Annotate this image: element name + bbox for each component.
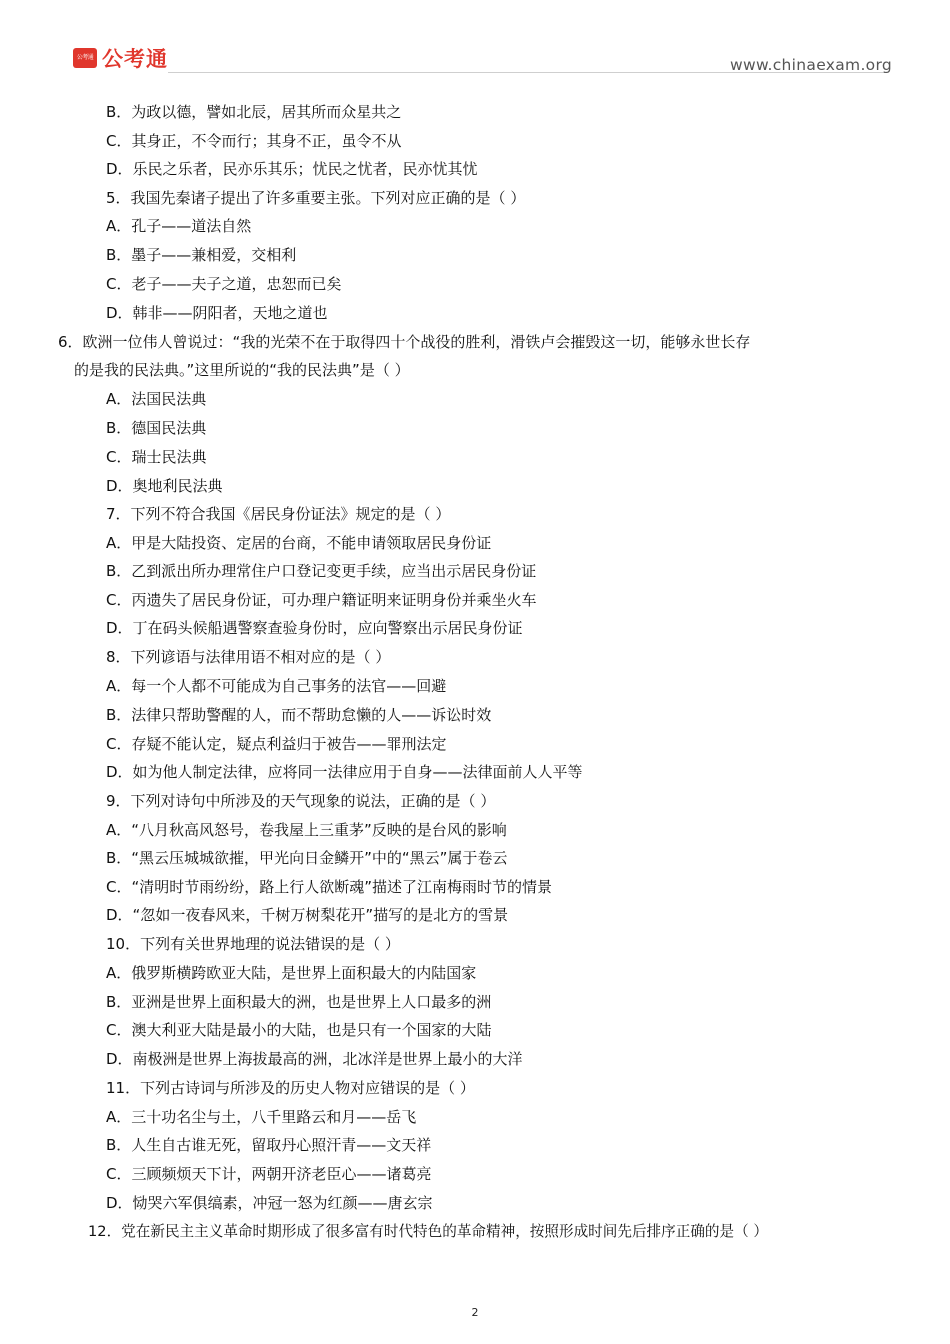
option-line: A．每一个人都不可能成为自己事务的法官——回避: [106, 677, 447, 695]
question-line: 10．下列有关世界地理的说法错误的是（ ）: [106, 935, 400, 953]
option-line: D．如为他人制定法律，应将同一法律应用于自身——法律面前人人平等: [106, 763, 583, 781]
option-line: D．南极洲是世界上海拔最高的洲，北冰洋是世界上最小的大洋: [106, 1050, 523, 1068]
logo-text: 公考通: [102, 47, 168, 71]
option-line: D．奥地利民法典: [106, 477, 223, 495]
option-line: C．“清明时节雨纷纷，路上行人欲断魂”描述了江南梅雨时节的情景: [106, 878, 553, 896]
option-line: B．人生自古谁无死，留取丹心照汗青——文天祥: [106, 1136, 432, 1154]
question-line: 12．党在新民主主义革命时期形成了很多富有时代特色的革命精神，按照形成时间先后排序正确的是（ ）: [88, 1223, 768, 1240]
question-line: 6．欧洲一位伟人曾说过：“我的光荣不在于取得四十个战役的胜利，滑铁卢会摧毁这一切，能够永世长存: [58, 333, 751, 351]
question-line: 8．下列谚语与法律用语不相对应的是（ ）: [106, 648, 391, 666]
option-line: A．甲是大陆投资、定居的台商，不能申请领取居民身份证: [106, 534, 492, 552]
option-line: A．“八月秋高风怒号，卷我屋上三重茅”反映的是台风的影响: [106, 821, 507, 839]
option-line: C．存疑不能认定，疑点利益归于被告——罪刑法定: [106, 735, 447, 753]
option-line: C．其身正，不令而行；其身不正，虽令不从: [106, 132, 402, 150]
option-line: D．韩非——阴阳者，天地之道也: [106, 304, 328, 322]
option-line: B．德国民法典: [106, 419, 207, 437]
option-line: C．丙遗失了居民身份证，可办理户籍证明来证明身份并乘坐火车: [106, 591, 537, 609]
option-line: D．丁在码头候船遇警察查验身份时，应向警察出示居民身份证: [106, 619, 523, 637]
question-line: 5．我国先秦诸子提出了许多重要主张。下列对应正确的是（ ）: [106, 189, 526, 207]
option-line: B．“黑云压城城欲摧，甲光向日金鳞开”中的“黑云”属于卷云: [106, 849, 508, 867]
site-url: www.chinaexam.org: [730, 56, 892, 74]
question-line: 的是我的民法典。”这里所说的“我的民法典”是（ ）: [74, 361, 410, 379]
page-header: [0, 0, 950, 96]
option-line: C．瑞士民法典: [106, 448, 207, 466]
option-line: B．亚洲是世界上面积最大的洲，也是世界上人口最多的洲: [106, 993, 492, 1011]
option-line: D．乐民之乐者，民亦乐其乐；忧民之忧者，民亦忧其忧: [106, 160, 478, 178]
question-line: 7．下列不符合我国《居民身份证法》规定的是（ ）: [106, 505, 451, 523]
question-line: 11．下列古诗词与所涉及的历史人物对应错误的是（ ）: [106, 1079, 475, 1097]
option-line: D．恸哭六军俱缟素，冲冠一怒为红颜——唐玄宗: [106, 1194, 433, 1212]
option-line: C．三顾频烦天下计，两朝开济老臣心——诸葛亮: [106, 1165, 432, 1183]
question-line: 9．下列对诗句中所涉及的天气现象的说法，正确的是（ ）: [106, 792, 496, 810]
option-line: B．墨子——兼相爱，交相利: [106, 246, 297, 264]
option-line: A．法国民法典: [106, 390, 207, 408]
option-line: D．“忽如一夜春风来，千树万树梨花开”描写的是北方的雪景: [106, 906, 509, 924]
option-line: A．三十功名尘与土，八千里路云和月——岳飞: [106, 1108, 417, 1126]
option-line: C．老子——夫子之道，忠恕而已矣: [106, 275, 342, 293]
option-line: B．为政以德，譬如北辰，居其所而众星共之: [106, 103, 402, 121]
option-line: A．俄罗斯横跨欧亚大陆，是世界上面积最大的内陆国家: [106, 964, 477, 982]
option-line: B．法律只帮助警醒的人，而不帮助怠懒的人——诉讼时效: [106, 706, 492, 724]
page-number: 2: [471, 1306, 479, 1319]
option-line: A．孔子——道法自然: [106, 217, 252, 235]
option-line: B．乙到派出所办理常住户口登记变更手续，应当出示居民身份证: [106, 562, 537, 580]
option-line: C．澳大利亚大陆是最小的大陆，也是只有一个国家的大陆: [106, 1021, 492, 1039]
logo-badge: 公考通: [73, 48, 97, 68]
